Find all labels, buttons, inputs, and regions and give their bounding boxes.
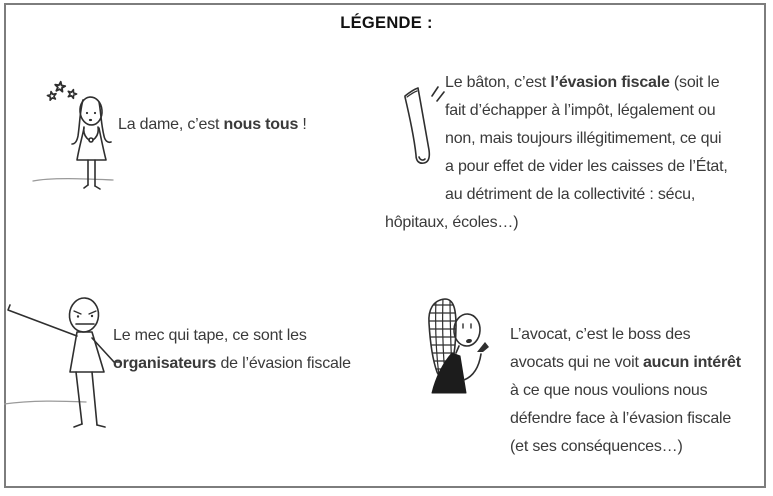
hitting-man-icon	[4, 294, 124, 428]
legend-item-le-mec	[0, 294, 385, 434]
lawyer-wig-icon	[414, 296, 492, 398]
legend-text-le-mec: Le mec qui tape, ce sont les organisateurs de l’évasion fiscale	[113, 327, 351, 372]
legend-item-la-dame	[0, 78, 385, 218]
woman-with-stars-icon	[32, 80, 116, 192]
legend-item-l-avocat	[414, 296, 766, 468]
legend-text-la-dame: La dame, c’est nous tous !	[118, 116, 307, 133]
legend-text-l-avocat: L’avocat, c’est le boss des avocats qui ne voit aucun intérêt à ce que nous voulions nous défendre face à l’évasion fiscale (et ses conséquences…)	[510, 326, 741, 455]
legend-item-le-baton	[385, 69, 765, 249]
baton-icon	[399, 84, 445, 172]
page-title: LÉGENDE :	[340, 14, 433, 32]
legend-text-le-baton: Le bâton, c’est l’évasion fiscale (soit le fait d’échapper à l’impôt, légalement ou non, mais toujours illégitimement, ce qui a pour effet de vider les caisses de l’État, au détriment de la collectivité : sécu, hôpitaux, écoles…)	[385, 74, 728, 231]
